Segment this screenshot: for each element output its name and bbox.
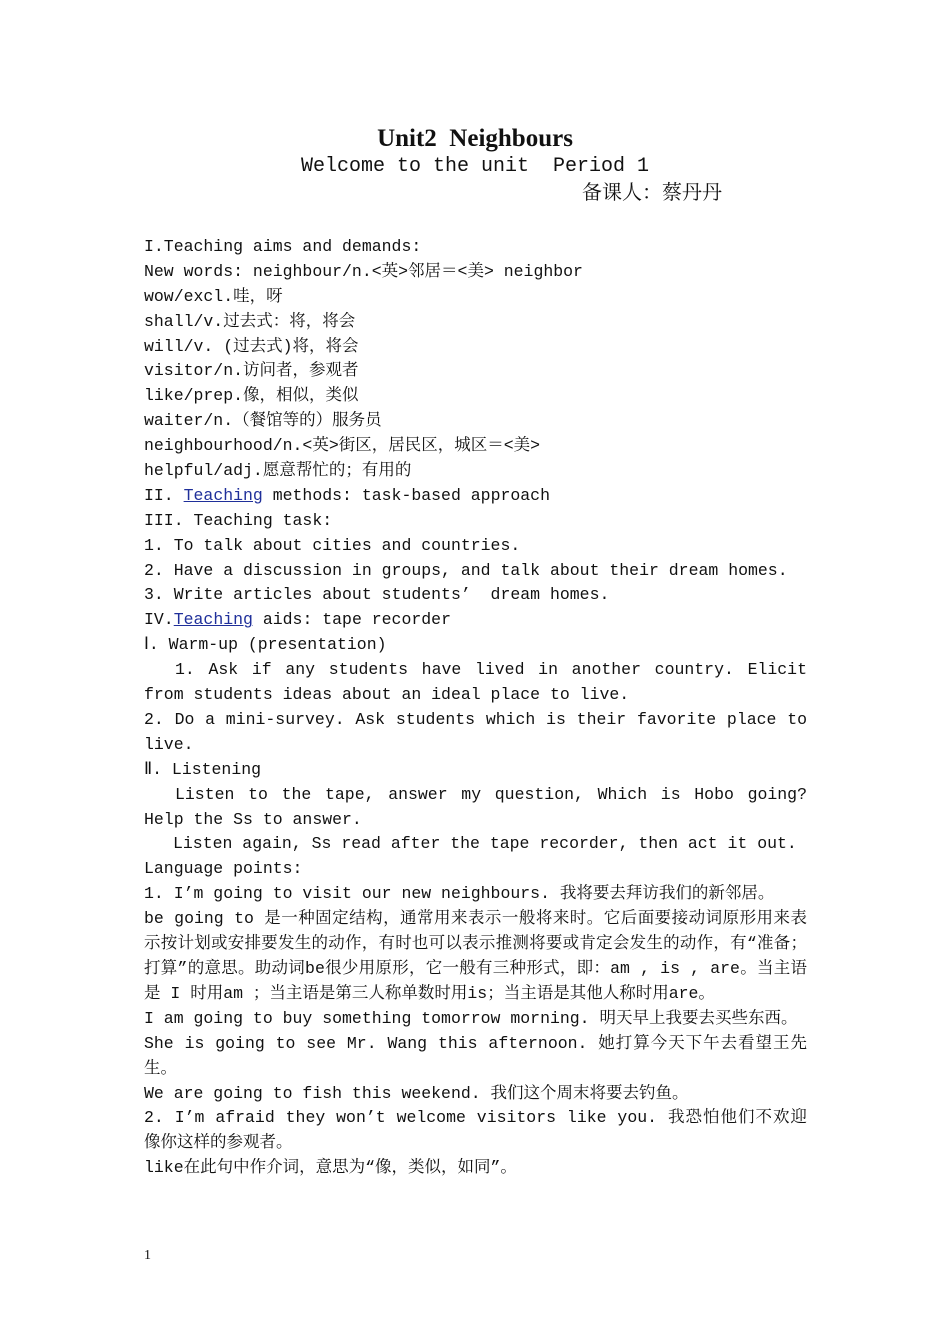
language-point-explanation: be going to 是一种固定结构，通常用来表示一般将来时。它后面要接动词原形用来表示按计划或安排要发生的动作，有时也可以表示推测将要或肯定会发生的动作，有“准备；打算”的意思。助动词be很少用原形，它一般有三种形式，即：am , is , are。当主语是 I 时用am ；当主语是第三人称单数时用is；当主语是其他人称时用are。 xyxy=(144,909,807,1003)
vocab-line: wow/excl.哇，呀 xyxy=(144,286,283,306)
vocab-line: like/prep.像，相似，类似 xyxy=(144,386,359,406)
teaching-link[interactable]: Teaching xyxy=(183,485,263,505)
listening-paragraph: Listen again, Ss read after the tape recorder, then act it out. xyxy=(173,834,797,854)
section-heading-task: III. Teaching task: xyxy=(144,510,333,530)
vocab-line: will/v. (过去式)将，将会 xyxy=(144,336,359,356)
task-item: 1. To talk about cities and countries. xyxy=(144,535,521,555)
section-prefix: IV. xyxy=(144,610,174,630)
warmup-heading: Ⅰ. Warm-up (presentation) xyxy=(144,635,387,655)
section-suffix: aids: tape recorder xyxy=(252,610,451,630)
section-heading-aims: I.Teaching aims and demands: xyxy=(144,237,422,256)
task-item: 3. Write articles about students’ dream homes. xyxy=(144,585,610,605)
example-sentence: We are going to fish this weekend. 我们这个周末将要去钓鱼。 xyxy=(144,1083,689,1103)
listening-paragraph: Listen to the tape, answer my question, Which is Hobo going? Help the Ss to answer. xyxy=(144,784,807,829)
vocab-line: shall/v.过去式：将，将会 xyxy=(144,311,356,331)
vocab-line: visitor/n.访问者，参观者 xyxy=(144,361,359,381)
language-point: 1. I’m going to visit our new neighbours. 我将要去拜访我们的新邻居。 xyxy=(144,884,775,904)
warmup-item: 1. Ask if any students have lived in another country. Elicit from students ideas about an ideal place to live. xyxy=(144,660,807,705)
language-point: 2. I’m afraid they won’t welcome visitors like you. 我恐怕他们不欢迎像你这样的参观者。 xyxy=(144,1108,807,1153)
section-prefix: II. xyxy=(144,485,184,505)
document-subtitle: Welcome to the unit Period 1 xyxy=(300,155,650,178)
teaching-link[interactable]: Teaching xyxy=(173,610,253,630)
section-heading-aids xyxy=(144,608,807,633)
example-sentence: I am going to buy something tomorrow morning. 明天早上我要去买些东西。 xyxy=(144,1008,798,1028)
section-suffix: methods: task-based approach xyxy=(262,485,550,505)
vocab-line: waiter/n.（餐馆等的）服务员 xyxy=(144,411,382,431)
warmup-item: 2. Do a mini-survey. Ask students which is their favorite place to live. xyxy=(144,709,807,754)
document-body xyxy=(144,235,807,1181)
page-number: 1 xyxy=(144,1248,151,1263)
document-title: Unit2 Neighbours xyxy=(377,125,573,152)
section-heading-methods xyxy=(144,484,807,509)
language-point-explanation: like在此句中作介词，意思为“像，类似，如同”。 xyxy=(144,1158,517,1178)
vocab-line: helpful/adj.愿意帮忙的；有用的 xyxy=(144,461,412,481)
author-line: 备课人：蔡丹丹 xyxy=(582,180,722,204)
language-points-heading: Language points: xyxy=(144,859,303,879)
vocab-line: neighbourhood/n.<英>街区，居民区，城区＝<美> xyxy=(144,436,541,456)
listening-heading: Ⅱ. Listening xyxy=(144,759,262,779)
example-sentence: She is going to see Mr. Wang this afternoon. 她打算今天下午去看望王先生。 xyxy=(144,1033,807,1078)
vocab-line: New words: neighbour/n.<英>邻居＝<美> neighbor xyxy=(144,261,583,281)
task-item: 2. Have a discussion in groups, and talk about their dream homes. xyxy=(144,560,788,580)
